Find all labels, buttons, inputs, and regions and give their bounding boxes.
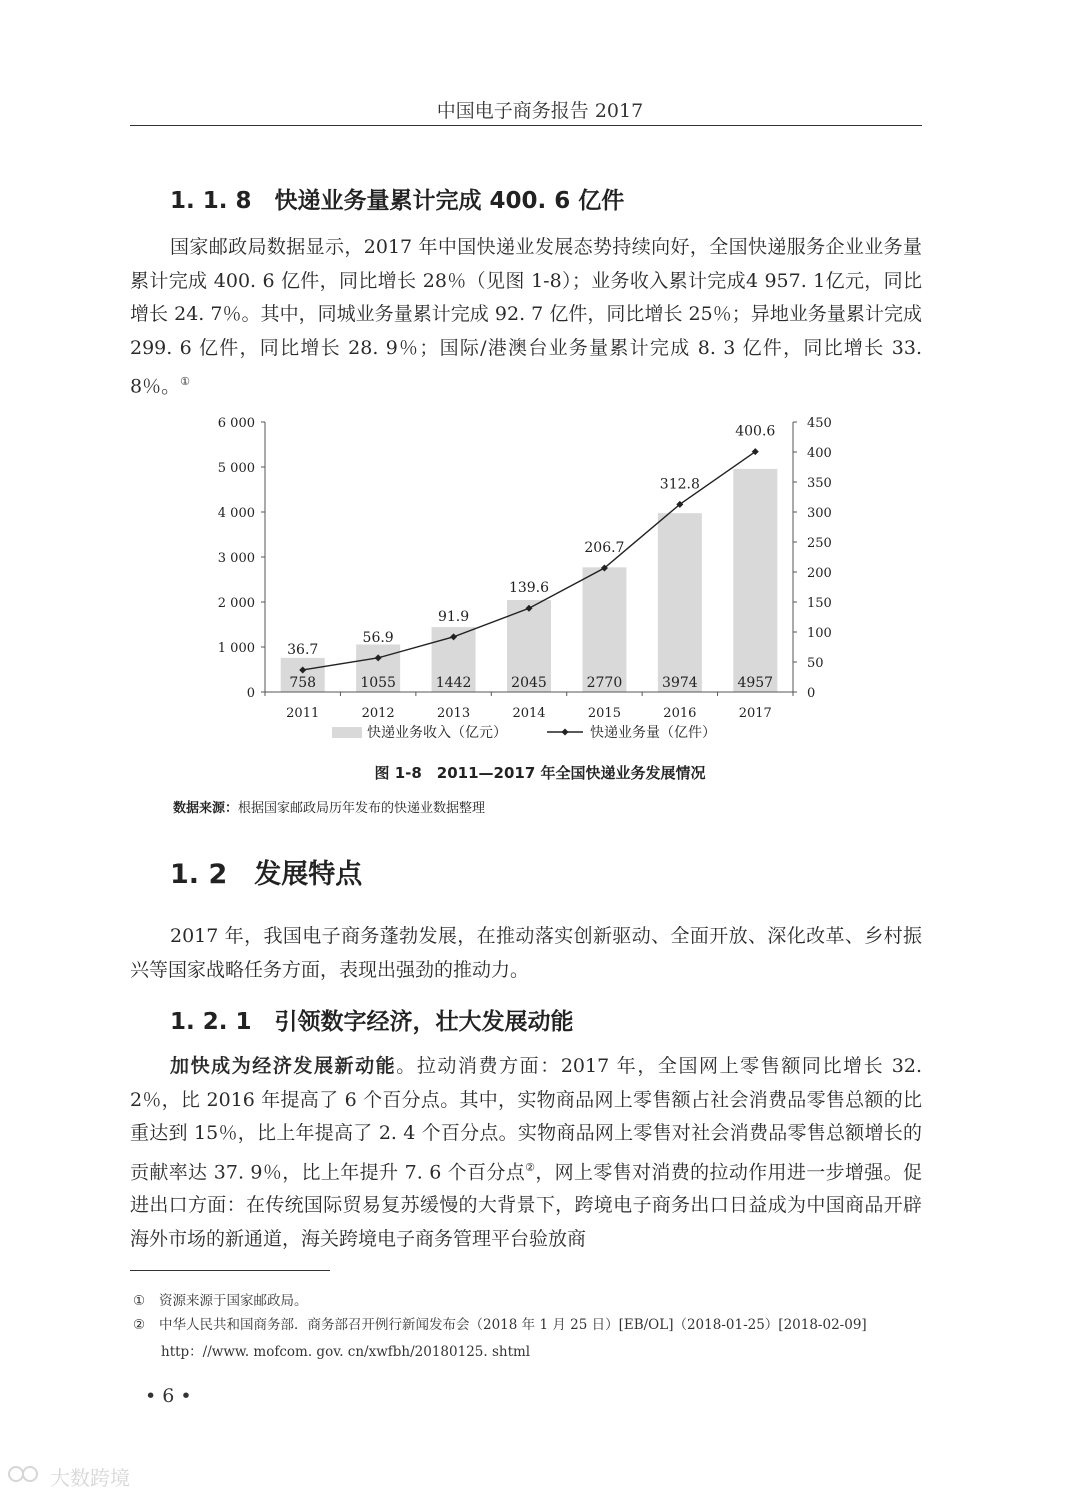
x-tick-label: 2015: [587, 706, 621, 721]
footnote-mark: ①: [133, 1293, 146, 1309]
paragraph-lead: 加快成为经济发展新动能: [170, 1055, 397, 1077]
left-tick-label: 4 000: [217, 506, 255, 521]
volume-data-label: 139.6: [508, 580, 550, 597]
x-tick-label: 2013: [437, 706, 471, 721]
left-tick-label: 2 000: [217, 596, 255, 611]
section-heading-1-2-1: 1. 2. 1 引领数字经济，壮大发展动能: [170, 1009, 574, 1035]
revenue-bar: [658, 513, 702, 692]
right-tick-label: 300: [807, 506, 832, 521]
paragraph-digital-economy: [130, 1050, 922, 1256]
volume-data-label: 56.9: [362, 629, 394, 646]
header-rule: [130, 125, 922, 126]
right-tick-label: 150: [807, 596, 832, 611]
paragraph-text-part1: 。拉动消费方面：2017 年，全国网上零售额同比增长 32. 2％，比 2016 年提高了 6 个百分点。其中，实物商品网上零售额占社会消费品零售总额的比重达到 15％，比上年提高了 2. 4 个百分点。实物商品网上零售对社会消费品零售总额增长的贡献率达 37. 9％，比上年提升 7. 6 个百分点: [130, 1055, 922, 1183]
page-number: • 6 •: [145, 1385, 192, 1407]
footnote-rule: [130, 1270, 330, 1271]
x-tick-label: 2014: [512, 706, 546, 721]
paragraph-development-features: 2017 年，我国电子商务蓬勃发展，在推动落实创新驱动、全面开放、深化改革、乡村振兴等国家战略任务方面，表现出强劲的推动力。: [130, 925, 922, 981]
revenue-bar-label: 1055: [360, 675, 396, 691]
paragraph-text-part2: ，网上零售对消费的拉动作用进一步增强。促进出口方面：在传统国际贸易复苏缓慢的大背景下，跨境电子商务出口日益成为中国商品开辟海外市场的新通道，海关跨境电子商务管理平台验放商: [130, 1160, 922, 1250]
volume-data-label: 206.7: [584, 539, 625, 556]
legend-revenue-swatch: [332, 727, 362, 738]
footnote-2: [133, 1314, 867, 1336]
volume-data-label: 36.7: [287, 641, 319, 658]
express-chart: [200, 405, 860, 755]
revenue-bar-label: 4957: [737, 675, 774, 691]
figure-caption: 图 1-8 2011—2017 年全国快递业务发展情况: [374, 764, 706, 782]
right-tick-label: 0: [807, 686, 816, 701]
revenue-bar: [582, 567, 626, 692]
x-tick-label: 2017: [738, 706, 772, 721]
revenue-bar-label: 2770: [586, 675, 623, 691]
volume-data-label: 400.6: [735, 423, 776, 440]
footnote-2-url[interactable]: http：//www. mofcom. gov. cn/xwfbh/20180125. shtml: [161, 1344, 531, 1360]
legend-volume-label: 快递业务量（亿件）: [590, 725, 716, 741]
paragraph-text: 国家邮政局数据显示，2017 年中国快递业发展态势持续向好，全国快递服务企业业务量累计完成 400. 6 亿件，同比增长 28％（见图 1-8）；业务收入累计完成4 957. 1亿元，同比增长 24. 7％。其中，同城业务量累计完成 92. 7 亿件，同比增长 25％；异地业务量累计完成 299. 6 亿件，同比增长 28. 9％；国际/港澳台业务量累计完成 8. 3 亿件，同比增长 33. 8％。: [130, 236, 922, 398]
watermark-logo-icon: [8, 1462, 46, 1486]
footnote-mark: ②: [133, 1317, 146, 1333]
left-tick-label: 6 000: [217, 416, 255, 431]
section-heading-1-1-8: 1. 1. 8 快递业务量累计完成 400. 6 亿件: [170, 188, 625, 214]
paragraph-express-delivery: [130, 231, 922, 404]
legend-volume-marker: [562, 729, 569, 736]
running-header: 中国电子商务报告 2017: [436, 100, 644, 122]
legend-revenue-label: 快递业务收入（亿元）: [367, 725, 507, 741]
watermark-text: 大数跨境: [50, 1466, 130, 1490]
footnote-text: 中华人民共和国商务部．商务部召开例行新闻发布会（2018 年 1 月 25 日）[EB/OL]（2018-01-25）[2018-02-09]: [159, 1317, 867, 1333]
source-label: 数据来源：: [173, 801, 239, 816]
revenue-bar: [733, 469, 777, 692]
volume-data-label: 312.8: [659, 476, 700, 493]
x-tick-label: 2011: [286, 706, 320, 721]
left-tick-label: 3 000: [217, 551, 255, 566]
right-tick-label: 350: [807, 476, 832, 491]
revenue-bar-label: 1442: [435, 675, 472, 691]
source-note: [173, 797, 485, 816]
section-heading-1-2: 1. 2 发展特点: [170, 859, 363, 890]
left-tick-label: 0: [246, 686, 255, 701]
x-tick-label: 2012: [361, 706, 395, 721]
left-tick-label: 5 000: [217, 461, 255, 476]
right-tick-label: 50: [807, 656, 824, 671]
x-tick-label: 2016: [663, 706, 697, 721]
source-text: 根据国家邮政局历年发布的快递业数据整理: [238, 801, 486, 816]
revenue-bar-label: 3974: [662, 675, 698, 691]
right-tick-label: 250: [807, 536, 832, 551]
footnote-text: 资源来源于国家邮政局。: [159, 1293, 308, 1309]
footnote-1: [133, 1290, 308, 1312]
revenue-bar-label: 2045: [511, 675, 547, 691]
footnote-ref-1[interactable]: ①: [180, 375, 190, 388]
right-tick-label: 400: [807, 446, 832, 461]
volume-data-label: 91.9: [437, 608, 470, 625]
right-tick-label: 200: [807, 566, 832, 581]
revenue-bar-label: 758: [289, 675, 317, 691]
right-tick-label: 450: [807, 416, 832, 431]
footnote-ref-2[interactable]: ②: [525, 1160, 536, 1174]
right-tick-label: 100: [807, 626, 832, 641]
left-tick-label: 1 000: [217, 641, 255, 656]
